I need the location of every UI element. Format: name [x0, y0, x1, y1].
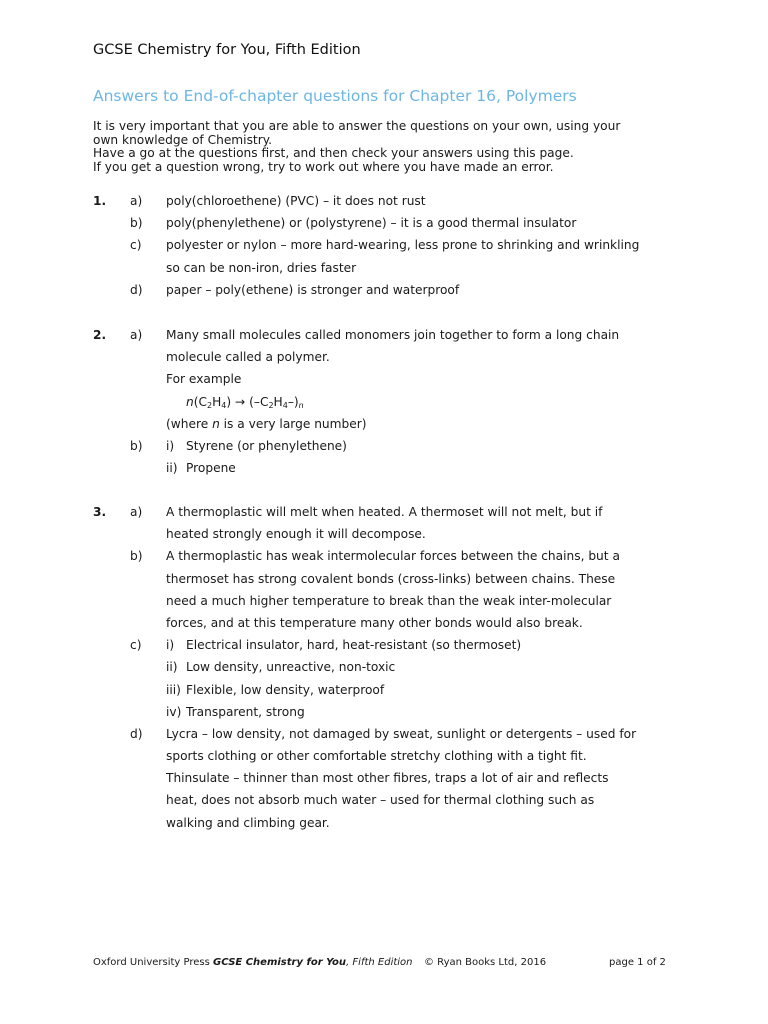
answer-text: Thinsulate – thinner than most other fibres, traps a lot of air and reflects — [166, 771, 609, 786]
footer-copyright: © Ryan Books Ltd, 2016 — [424, 957, 547, 968]
part-label: b) — [130, 438, 143, 453]
answer-text: paper – poly(ethene) is stronger and waterproof — [166, 282, 460, 297]
subpart-label: i) — [166, 638, 175, 653]
subpart-label: i) — [166, 438, 175, 453]
page-title: Answers to End-of-chapter questions for Chapter 16, Polymers — [93, 87, 577, 105]
page-footer — [93, 957, 673, 971]
part-label: a) — [130, 328, 143, 342]
footer-publisher: Oxford University Press GCSE Chemistry for You, Fifth Edition — [93, 957, 413, 968]
answer-text: Electrical insulator, hard, heat-resistant (so thermoset) — [186, 638, 522, 653]
arrow-icon: → — [235, 394, 246, 409]
part-label: a) — [130, 194, 143, 208]
page-number: page 1 of 2 — [609, 957, 666, 968]
subpart-label: iv) — [166, 704, 182, 719]
intro-line: If you get a question wrong, try to work out where you have made an error. — [93, 159, 554, 174]
answer-text: need a much higher temperature to break than the weak inter-molecular — [166, 593, 612, 608]
question-number: 2. — [93, 328, 107, 342]
answer-text: Flexible, low density, waterproof — [186, 682, 385, 697]
intro-line: own knowledge of Chemistry. — [93, 132, 273, 147]
answer-text: A thermoplastic has weak intermolecular forces between the chains, but a — [166, 549, 620, 564]
part-label: c) — [130, 238, 142, 253]
answer-text: poly(phenylethene) or (polystyrene) – it is a good thermal insulator — [166, 216, 577, 231]
subpart-label: ii) — [166, 660, 178, 675]
answer-text: (where n is a very large number) — [166, 416, 367, 431]
answer-text: polyester or nylon – more hard-wearing, less prone to shrinking and wrinkling — [166, 238, 640, 253]
answer-text: Low density, unreactive, non-toxic — [186, 660, 396, 675]
answer-text: heated strongly enough it will decompose. — [166, 527, 426, 542]
question-number: 3. — [93, 505, 107, 519]
answer-text: Propene — [186, 461, 236, 476]
document-header: GCSE Chemistry for You, Fifth Edition — [93, 42, 361, 58]
part-label: b) — [130, 216, 143, 231]
part-label: d) — [130, 282, 143, 297]
answer-text: molecule called a polymer. — [166, 350, 330, 365]
answer-text: walking and climbing gear. — [166, 815, 330, 830]
intro-line: It is very important that you are able to answer the questions on your own, using your — [93, 119, 621, 133]
answer-text: heat, does not absorb much water – used for thermal clothing such as — [166, 793, 595, 808]
intro-paragraph — [93, 120, 693, 174]
part-label: b) — [130, 549, 143, 564]
part-label: a) — [130, 505, 143, 519]
subpart-label: ii) — [166, 461, 178, 476]
answer-text: forces, and at this temperature many other bonds would also break. — [166, 615, 583, 630]
answer-text: sports clothing or other comfortable stretchy clothing with a tight fit. — [166, 749, 587, 764]
answer-text: so can be non-iron, dries faster — [166, 260, 357, 275]
answer-text: Lycra – low density, not damaged by sweat, sunlight or detergents – used for — [166, 726, 637, 741]
answer-text: thermoset has strong covalent bonds (cross-links) between chains. These — [166, 571, 616, 586]
answer-text: Styrene (or phenylethene) — [186, 438, 347, 453]
part-label: c) — [130, 638, 142, 653]
subpart-label: iii) — [166, 682, 181, 697]
intro-line: Have a go at the questions first, and then check your answers using this page. — [93, 146, 574, 160]
answer-text: Transparent, strong — [186, 704, 305, 719]
answer-text: poly(chloroethene) (PVC) – it does not rust — [166, 194, 426, 208]
part-label: d) — [130, 726, 143, 741]
polymerisation-equation: $n(C_2H_4) \to (-C_2H_4-)_n$ — [186, 394, 304, 410]
answer-text: A thermoplastic will melt when heated. A thermoset will not melt, but if — [166, 505, 603, 519]
answer-text: Many small molecules called monomers join together to form a long chain — [166, 328, 620, 342]
question-number: 1. — [93, 194, 107, 208]
answer-text: For example — [166, 372, 242, 387]
